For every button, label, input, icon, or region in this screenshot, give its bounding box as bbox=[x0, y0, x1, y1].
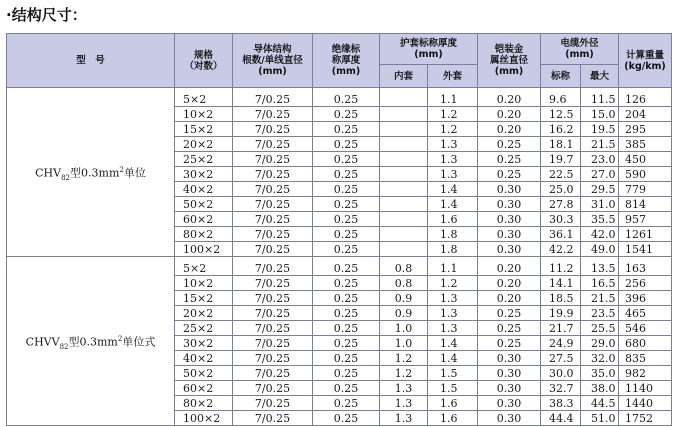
diameter-max-cell: 23.0 bbox=[581, 152, 619, 167]
model-prefix: CHVV bbox=[25, 335, 60, 349]
table-row bbox=[7, 88, 672, 107]
sheath-outer-cell: 1.5 bbox=[428, 381, 478, 396]
diameter-nominal-cell: 22.5 bbox=[541, 167, 581, 182]
sheath-inner-cell: 1.3 bbox=[380, 396, 428, 411]
header-model bbox=[7, 34, 175, 88]
sheath-outer-cell: 1.3 bbox=[428, 167, 478, 182]
spec-cell: 25×2 bbox=[175, 321, 233, 336]
diameter-nominal-cell: 25.0 bbox=[541, 182, 581, 197]
diameter-max-cell: 23.5 bbox=[581, 306, 619, 321]
insulation-cell: 0.25 bbox=[313, 396, 380, 411]
diameter-nominal-cell: 24.9 bbox=[541, 336, 581, 351]
weight-cell: 1140 bbox=[619, 381, 672, 396]
strand-cell: 7/0.25 bbox=[233, 107, 313, 122]
sheath-outer-cell: 1.3 bbox=[428, 291, 478, 306]
diameter-nominal-cell: 30.0 bbox=[541, 366, 581, 381]
diameter-nominal-cell: 9.6 bbox=[541, 88, 581, 107]
structure-dimensions-table bbox=[6, 33, 672, 426]
weight-cell: 779 bbox=[619, 182, 672, 197]
header-weight-label: 计算重量 (kg/km) bbox=[624, 49, 666, 72]
sheath-inner-cell bbox=[380, 152, 428, 167]
sheath-inner-cell bbox=[380, 137, 428, 152]
diameter-max-cell: 21.5 bbox=[581, 291, 619, 306]
diameter-nominal-cell: 19.9 bbox=[541, 306, 581, 321]
strand-cell: 7/0.25 bbox=[233, 336, 313, 351]
weight-cell: 204 bbox=[619, 107, 672, 122]
sheath-outer-cell: 1.6 bbox=[428, 212, 478, 227]
diameter-max-cell: 29.5 bbox=[581, 182, 619, 197]
strand-cell: 7/0.25 bbox=[233, 276, 313, 291]
insulation-cell: 0.25 bbox=[313, 351, 380, 366]
sheath-inner-cell bbox=[380, 182, 428, 197]
diameter-nominal-cell: 18.5 bbox=[541, 291, 581, 306]
model-cell bbox=[7, 257, 175, 426]
header-insulation bbox=[313, 34, 380, 88]
spec-cell: 5×2 bbox=[175, 88, 233, 107]
diameter-max-cell: 38.0 bbox=[581, 381, 619, 396]
insulation-cell: 0.25 bbox=[313, 321, 380, 336]
diameter-max-cell: 42.0 bbox=[581, 227, 619, 242]
weight-cell: 465 bbox=[619, 306, 672, 321]
weight-cell: 396 bbox=[619, 291, 672, 306]
armor-cell: 0.20 bbox=[478, 257, 541, 276]
weight-cell: 680 bbox=[619, 336, 672, 351]
armor-cell: 0.25 bbox=[478, 137, 541, 152]
strand-cell: 7/0.25 bbox=[233, 321, 313, 336]
sheath-inner-cell bbox=[380, 212, 428, 227]
armor-cell: 0.20 bbox=[478, 107, 541, 122]
armor-cell: 0.30 bbox=[478, 381, 541, 396]
diameter-max-cell: 11.5 bbox=[581, 88, 619, 107]
sheath-outer-cell: 1.6 bbox=[428, 411, 478, 426]
weight-cell: 590 bbox=[619, 167, 672, 182]
sheath-inner-cell: 1.0 bbox=[380, 336, 428, 351]
sheath-outer-cell: 1.1 bbox=[428, 88, 478, 107]
header-weight bbox=[619, 34, 672, 88]
insulation-cell: 0.25 bbox=[313, 306, 380, 321]
spec-cell: 30×2 bbox=[175, 167, 233, 182]
weight-cell: 835 bbox=[619, 351, 672, 366]
header-strand bbox=[233, 34, 313, 88]
armor-cell: 0.20 bbox=[478, 122, 541, 137]
diameter-nominal-cell: 19.7 bbox=[541, 152, 581, 167]
weight-cell: 126 bbox=[619, 88, 672, 107]
model-prefix: CHV bbox=[35, 166, 62, 180]
insulation-cell: 0.25 bbox=[313, 242, 380, 257]
armor-cell: 0.30 bbox=[478, 396, 541, 411]
insulation-cell: 0.25 bbox=[313, 167, 380, 182]
strand-cell: 7/0.25 bbox=[233, 137, 313, 152]
sheath-inner-cell: 0.8 bbox=[380, 276, 428, 291]
sheath-inner-cell bbox=[380, 227, 428, 242]
insulation-cell: 0.25 bbox=[313, 276, 380, 291]
insulation-cell: 0.25 bbox=[313, 227, 380, 242]
diameter-nominal-cell: 14.1 bbox=[541, 276, 581, 291]
table-row bbox=[7, 257, 672, 276]
strand-cell: 7/0.25 bbox=[233, 381, 313, 396]
strand-cell: 7/0.25 bbox=[233, 242, 313, 257]
header-model-label: 型 号 bbox=[76, 55, 105, 66]
diameter-max-cell: 51.0 bbox=[581, 411, 619, 426]
armor-cell: 0.30 bbox=[478, 212, 541, 227]
sheath-outer-cell: 1.5 bbox=[428, 366, 478, 381]
armor-cell: 0.30 bbox=[478, 366, 541, 381]
spec-cell: 10×2 bbox=[175, 107, 233, 122]
sheath-inner-cell bbox=[380, 88, 428, 107]
sheath-outer-cell: 1.4 bbox=[428, 336, 478, 351]
insulation-cell: 0.25 bbox=[313, 411, 380, 426]
model-mid: 型0.3mm bbox=[70, 166, 120, 180]
sheath-inner-cell: 0.8 bbox=[380, 257, 428, 276]
sheath-inner-cell: 0.9 bbox=[380, 306, 428, 321]
spec-cell: 100×2 bbox=[175, 242, 233, 257]
sheath-inner-cell: 1.3 bbox=[380, 381, 428, 396]
diameter-max-cell: 35.0 bbox=[581, 366, 619, 381]
spec-cell: 15×2 bbox=[175, 291, 233, 306]
sheath-outer-cell: 1.3 bbox=[428, 306, 478, 321]
diameter-nominal-cell: 27.5 bbox=[541, 351, 581, 366]
diameter-nominal-cell: 42.2 bbox=[541, 242, 581, 257]
diameter-max-cell: 25.5 bbox=[581, 321, 619, 336]
spec-cell: 80×2 bbox=[175, 396, 233, 411]
header-insulation-label: 绝缘标 称厚度 (mm) bbox=[331, 44, 361, 77]
strand-cell: 7/0.25 bbox=[233, 152, 313, 167]
weight-cell: 1261 bbox=[619, 227, 672, 242]
strand-cell: 7/0.25 bbox=[233, 197, 313, 212]
sheath-inner-cell bbox=[380, 122, 428, 137]
diameter-nominal-cell: 30.3 bbox=[541, 212, 581, 227]
spec-cell: 60×2 bbox=[175, 381, 233, 396]
header-diameter bbox=[541, 34, 619, 65]
weight-cell: 256 bbox=[619, 276, 672, 291]
sheath-outer-cell: 1.3 bbox=[428, 152, 478, 167]
diameter-max-cell: 15.0 bbox=[581, 107, 619, 122]
header-diameter-nominal: 标称 bbox=[541, 65, 581, 88]
sheath-outer-cell: 1.2 bbox=[428, 276, 478, 291]
weight-cell: 1541 bbox=[619, 242, 672, 257]
diameter-max-cell: 21.5 bbox=[581, 137, 619, 152]
insulation-cell: 0.25 bbox=[313, 107, 380, 122]
model-suffix: 单位式 bbox=[122, 335, 156, 349]
diameter-nominal-cell: 44.4 bbox=[541, 411, 581, 426]
strand-cell: 7/0.25 bbox=[233, 88, 313, 107]
strand-cell: 7/0.25 bbox=[233, 167, 313, 182]
diameter-nominal-cell: 32.7 bbox=[541, 381, 581, 396]
strand-cell: 7/0.25 bbox=[233, 366, 313, 381]
header-sheath-label: 护套标称厚度 (mm) bbox=[400, 38, 458, 60]
diameter-max-cell: 27.0 bbox=[581, 167, 619, 182]
header-sheath bbox=[380, 34, 478, 65]
strand-cell: 7/0.25 bbox=[233, 306, 313, 321]
armor-cell: 0.20 bbox=[478, 291, 541, 306]
armor-cell: 0.20 bbox=[478, 276, 541, 291]
diameter-nominal-cell: 21.7 bbox=[541, 321, 581, 336]
weight-cell: 546 bbox=[619, 321, 672, 336]
weight-cell: 957 bbox=[619, 212, 672, 227]
insulation-cell: 0.25 bbox=[313, 197, 380, 212]
sheath-outer-cell: 1.8 bbox=[428, 242, 478, 257]
spec-cell: 80×2 bbox=[175, 227, 233, 242]
armor-cell: 0.25 bbox=[478, 321, 541, 336]
model-subscript: 82 bbox=[61, 173, 71, 182]
spec-cell: 100×2 bbox=[175, 411, 233, 426]
sheath-outer-cell: 1.3 bbox=[428, 137, 478, 152]
header-armor bbox=[478, 34, 541, 88]
header-diameter-max: 最大 bbox=[581, 65, 619, 88]
header-diameter-label: 电缆外径 (mm) bbox=[560, 38, 599, 60]
insulation-cell: 0.25 bbox=[313, 122, 380, 137]
armor-cell: 0.30 bbox=[478, 197, 541, 212]
diameter-nominal-cell: 36.1 bbox=[541, 227, 581, 242]
sheath-outer-cell: 1.2 bbox=[428, 122, 478, 137]
sheath-outer-cell: 1.6 bbox=[428, 396, 478, 411]
strand-cell: 7/0.25 bbox=[233, 122, 313, 137]
spec-cell: 10×2 bbox=[175, 276, 233, 291]
diameter-max-cell: 19.5 bbox=[581, 122, 619, 137]
sheath-outer-cell: 1.1 bbox=[428, 257, 478, 276]
spec-cell: 50×2 bbox=[175, 197, 233, 212]
strand-cell: 7/0.25 bbox=[233, 257, 313, 276]
spec-cell: 20×2 bbox=[175, 306, 233, 321]
model-mid: 型0.3mm bbox=[68, 335, 118, 349]
sheath-outer-cell: 1.4 bbox=[428, 351, 478, 366]
weight-cell: 163 bbox=[619, 257, 672, 276]
weight-cell: 982 bbox=[619, 366, 672, 381]
insulation-cell: 0.25 bbox=[313, 182, 380, 197]
sheath-outer-cell: 1.4 bbox=[428, 197, 478, 212]
sheath-inner-cell: 1.3 bbox=[380, 411, 428, 426]
diameter-max-cell: 35.5 bbox=[581, 212, 619, 227]
armor-cell: 0.25 bbox=[478, 167, 541, 182]
diameter-nominal-cell: 27.8 bbox=[541, 197, 581, 212]
model-superscript: 2 bbox=[117, 334, 123, 343]
diameter-nominal-cell: 11.2 bbox=[541, 257, 581, 276]
diameter-max-cell: 29.0 bbox=[581, 336, 619, 351]
sheath-inner-cell: 0.9 bbox=[380, 291, 428, 306]
weight-cell: 814 bbox=[619, 197, 672, 212]
diameter-nominal-cell: 18.1 bbox=[541, 137, 581, 152]
diameter-max-cell: 31.0 bbox=[581, 197, 619, 212]
spec-cell: 40×2 bbox=[175, 351, 233, 366]
insulation-cell: 0.25 bbox=[313, 152, 380, 167]
insulation-cell: 0.25 bbox=[313, 257, 380, 276]
sheath-inner-cell: 1.0 bbox=[380, 321, 428, 336]
spec-cell: 50×2 bbox=[175, 366, 233, 381]
insulation-cell: 0.25 bbox=[313, 137, 380, 152]
table-body bbox=[7, 88, 672, 426]
armor-cell: 0.30 bbox=[478, 227, 541, 242]
header-armor-label: 铠装金 属丝直径 (mm) bbox=[490, 44, 529, 77]
diameter-max-cell: 44.5 bbox=[581, 396, 619, 411]
spec-cell: 60×2 bbox=[175, 212, 233, 227]
strand-cell: 7/0.25 bbox=[233, 227, 313, 242]
sheath-inner-cell bbox=[380, 167, 428, 182]
armor-cell: 0.25 bbox=[478, 336, 541, 351]
armor-cell: 0.25 bbox=[478, 306, 541, 321]
armor-cell: 0.20 bbox=[478, 88, 541, 107]
spec-cell: 20×2 bbox=[175, 137, 233, 152]
strand-cell: 7/0.25 bbox=[233, 396, 313, 411]
insulation-cell: 0.25 bbox=[313, 212, 380, 227]
armor-cell: 0.30 bbox=[478, 351, 541, 366]
armor-cell: 0.25 bbox=[478, 152, 541, 167]
header-spec-label: 规格 （对数） bbox=[184, 49, 223, 72]
spec-cell: 30×2 bbox=[175, 336, 233, 351]
model-superscript: 2 bbox=[119, 165, 124, 174]
sheath-outer-cell: 1.3 bbox=[428, 321, 478, 336]
diameter-max-cell: 32.0 bbox=[581, 351, 619, 366]
weight-cell: 295 bbox=[619, 122, 672, 137]
spec-cell: 15×2 bbox=[175, 122, 233, 137]
weight-cell: 1440 bbox=[619, 396, 672, 411]
diameter-max-cell: 16.5 bbox=[581, 276, 619, 291]
sheath-inner-cell: 1.2 bbox=[380, 366, 428, 381]
strand-cell: 7/0.25 bbox=[233, 212, 313, 227]
spec-cell: 40×2 bbox=[175, 182, 233, 197]
header-spec bbox=[175, 34, 233, 88]
header-sheath-outer: 外套 bbox=[428, 65, 478, 88]
insulation-cell: 0.25 bbox=[313, 366, 380, 381]
strand-cell: 7/0.25 bbox=[233, 411, 313, 426]
diameter-max-cell: 49.0 bbox=[581, 242, 619, 257]
sheath-inner-cell bbox=[380, 197, 428, 212]
diameter-max-cell: 13.5 bbox=[581, 257, 619, 276]
diameter-nominal-cell: 12.5 bbox=[541, 107, 581, 122]
armor-cell: 0.30 bbox=[478, 242, 541, 257]
weight-cell: 1752 bbox=[619, 411, 672, 426]
strand-cell: 7/0.25 bbox=[233, 291, 313, 306]
sheath-outer-cell: 1.4 bbox=[428, 182, 478, 197]
model-cell bbox=[7, 88, 175, 257]
strand-cell: 7/0.25 bbox=[233, 351, 313, 366]
insulation-cell: 0.25 bbox=[313, 336, 380, 351]
model-subscript: 82 bbox=[59, 342, 69, 351]
insulation-cell: 0.25 bbox=[313, 291, 380, 306]
armor-cell: 0.30 bbox=[478, 182, 541, 197]
spec-cell: 25×2 bbox=[175, 152, 233, 167]
strand-cell: 7/0.25 bbox=[233, 182, 313, 197]
section-title: ·结构尺寸： bbox=[6, 6, 87, 24]
sheath-inner-cell bbox=[380, 242, 428, 257]
header-sheath-inner: 内套 bbox=[380, 65, 428, 88]
model-suffix: 单位 bbox=[123, 166, 146, 180]
diameter-nominal-cell: 16.2 bbox=[541, 122, 581, 137]
spec-cell: 5×2 bbox=[175, 257, 233, 276]
sheath-inner-cell: 1.2 bbox=[380, 351, 428, 366]
insulation-cell: 0.25 bbox=[313, 381, 380, 396]
sheath-outer-cell: 1.8 bbox=[428, 227, 478, 242]
sheath-inner-cell bbox=[380, 107, 428, 122]
weight-cell: 385 bbox=[619, 137, 672, 152]
diameter-nominal-cell: 38.3 bbox=[541, 396, 581, 411]
weight-cell: 450 bbox=[619, 152, 672, 167]
insulation-cell: 0.25 bbox=[313, 88, 380, 107]
sheath-outer-cell: 1.2 bbox=[428, 107, 478, 122]
header-strand-label: 导体结构 根数/单线直径 (mm) bbox=[242, 44, 303, 77]
armor-cell: 0.30 bbox=[478, 411, 541, 426]
